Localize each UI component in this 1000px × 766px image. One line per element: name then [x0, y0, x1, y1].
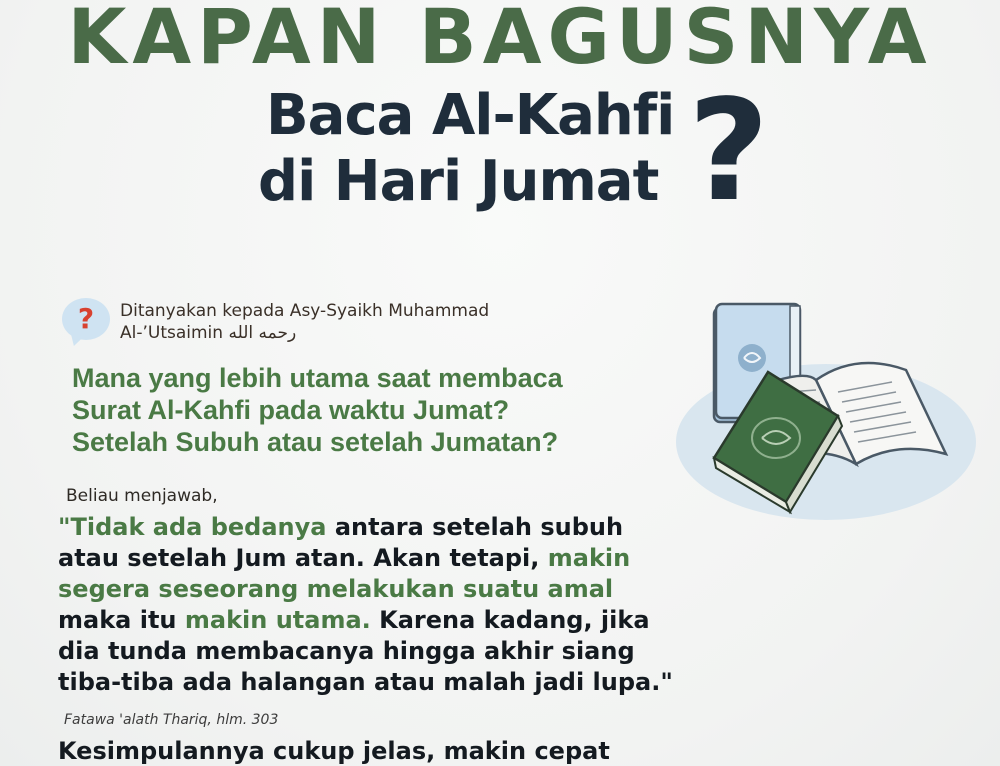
title-line-3: di Hari Jumat	[258, 149, 659, 214]
title-line-2: Baca Al-Kahfi	[266, 83, 675, 148]
quote-text: antara setelah subuh	[326, 513, 624, 541]
quote-line-2	[58, 543, 673, 574]
conclusion-text: Kesimpulannya cukup jelas, makin cepat	[58, 737, 610, 765]
quote-line-5: dia tunda membacanya hingga akhir siang	[58, 637, 635, 665]
title-question-mark: ?	[688, 70, 770, 233]
title-line-1: KAPAN BAGUSNYA	[67, 0, 933, 81]
quote-highlight: "Tidak ada bedanya	[58, 513, 327, 541]
quran-books-icon	[656, 292, 976, 524]
answer-quote	[58, 512, 673, 698]
asked-line-1: Ditanyakan kepada Asy-Syaikh Muhammad	[120, 301, 490, 321]
quote-line-1	[58, 512, 673, 543]
question-text	[72, 362, 563, 458]
quote-text: atau setelah Jum atan. Akan tetapi,	[58, 544, 548, 572]
question-bubble-icon	[62, 298, 110, 340]
question-line: Setelah Subuh atau setelah Jumatan?	[72, 427, 559, 457]
answer-intro: Beliau menjawab,	[66, 486, 218, 506]
question-line: Surat Al-Kahfi pada waktu Jumat?	[72, 395, 510, 425]
quote-highlight: makin	[547, 544, 631, 572]
quote-text: maka itu	[58, 606, 185, 634]
quote-line-6: tiba-tiba ada halangan atau malah jadi lupa."	[58, 668, 673, 696]
quote-highlight: makin utama.	[184, 606, 371, 634]
asked-line-2: Al-’Utsaimin رحمه الله	[120, 323, 297, 343]
question-line: Mana yang lebih utama saat membaca	[72, 363, 563, 393]
asked-to-scholar	[120, 300, 489, 344]
source-citation: Fatawa 'alath Thariq, hlm. 303	[64, 712, 279, 728]
quote-text: Karena kadang, jika	[370, 606, 650, 634]
quote-line-3: segera seseorang melakukan suatu amal	[58, 575, 614, 603]
question-bubble-glyph: ?	[77, 302, 95, 335]
quote-line-4	[58, 605, 673, 636]
